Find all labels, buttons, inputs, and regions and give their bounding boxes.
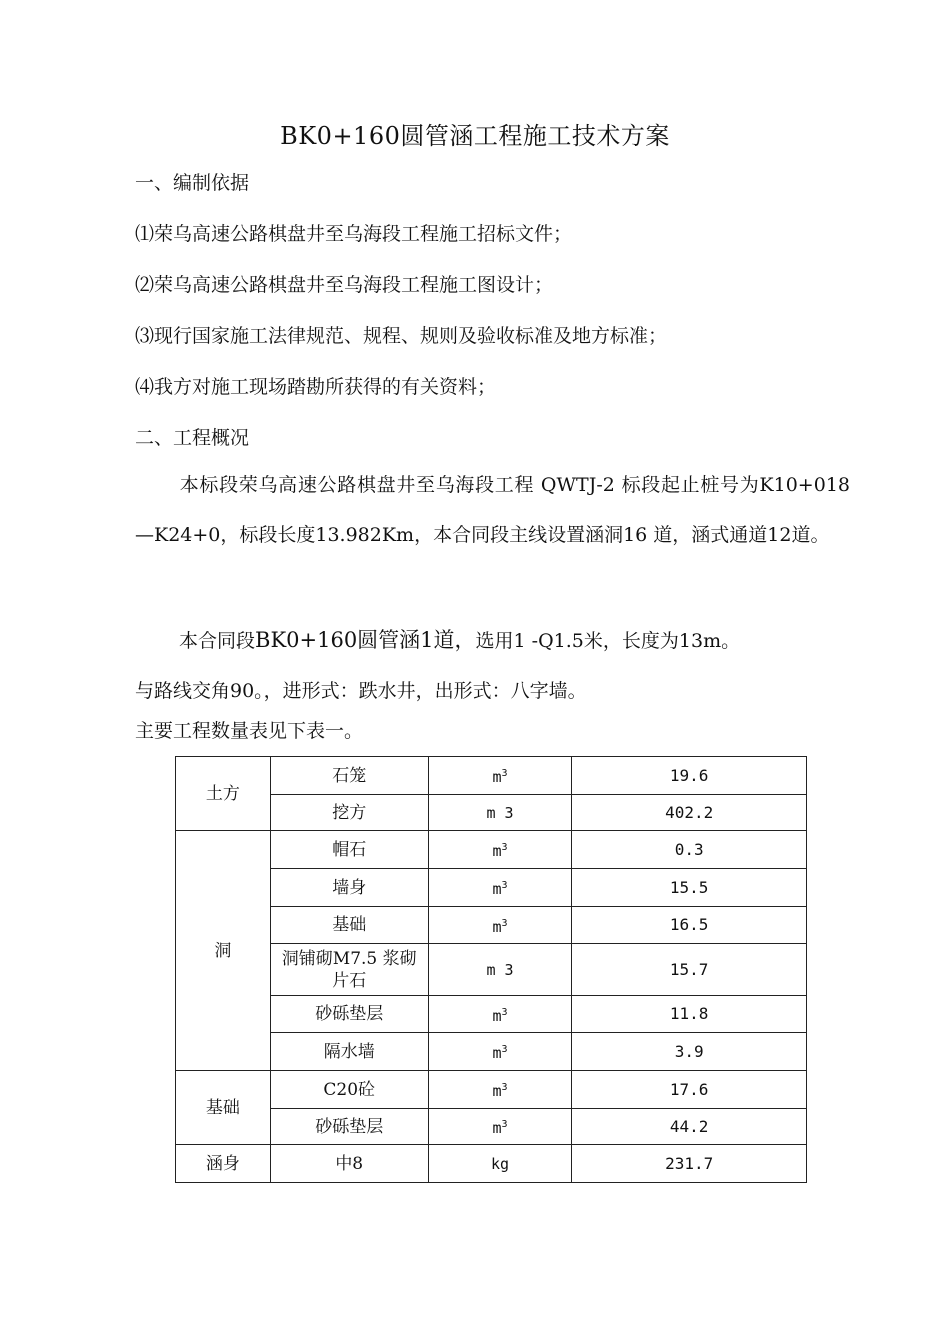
unit-text: m [492,1082,502,1100]
unit-text: m 3 [486,803,514,822]
table-row [176,944,807,996]
unit-text: m [492,1006,502,1025]
value-cell: 16.5 [572,907,807,944]
table-row [176,1145,807,1183]
basis-item-3: ⑶现行国家施工法律规范、规程、规则及验收标准及地方标准； [135,325,668,347]
value-cell: 231.7 [572,1145,807,1183]
value-cell: 19.6 [572,757,807,795]
table-row [176,907,807,944]
section-heading-basis: 一、编制依据 [135,172,250,194]
table-row [176,757,807,795]
item-cell: 帽石 [270,831,428,869]
value-cell: 402.2 [572,795,807,831]
value-cell: 11.8 [572,996,807,1033]
group-foundation: 基础 [176,1071,271,1145]
unit-text: m [492,768,502,786]
table-row [176,996,807,1033]
unit-text: m 3 [486,960,514,979]
item-cell: 挖方 [270,795,428,831]
value-cell: 0.3 [572,831,807,869]
item-cell: 石笼 [270,757,428,795]
unit-cell [428,831,572,869]
item-cell: 隔水墙 [270,1033,428,1071]
unit-cell [428,757,572,795]
value-cell: 17.6 [572,1071,807,1109]
document-title: BK0+160圆管涵工程施工技术方案 [280,122,670,150]
unit-text: m [492,1119,502,1137]
overview-paragraph [135,460,850,560]
table-row [176,1071,807,1109]
unit-cell [428,996,572,1033]
value-cell: 15.5 [572,869,807,907]
item-cell: 砂砾垫层 [270,1109,428,1145]
unit-cell [428,1109,572,1145]
group-body: 涵身 [176,1145,271,1183]
item-cell: 砂砾垫层 [270,996,428,1033]
item-cell: 中8 [270,1145,428,1183]
group-earth: 土方 [176,757,271,831]
unit-exponent: 3 [501,880,508,891]
unit-exponent: 3 [501,1119,508,1130]
unit-exponent: 3 [501,1082,508,1093]
unit-cell [428,907,572,944]
table-row [176,1109,807,1145]
table-row [176,1033,807,1071]
unit-cell [428,1033,572,1071]
overview-paragraph-text: 本标段荣乌高速公路棋盘井至乌海段工程 QWTJ-2 标段起止桩号为K10+018 —K24+0，标段长度13.982Km，本合同段主线设置涵洞16 道，涵式通道12道。 [135,474,850,546]
value-cell: 3.9 [572,1033,807,1071]
unit-cell [428,795,572,831]
unit-exponent: 3 [501,1006,508,1018]
overview-line-angle: 与路线交角90。，进形式：跌水井，出形式：八字墙。 [135,680,587,702]
unit-cell [428,1145,572,1183]
overview-lead: 本合同段 [179,630,256,652]
overview-spec: 选用1 -Q1.5米，长度为13m。 [475,630,741,652]
basis-item-1: ⑴荣乌高速公路棋盘井至乌海段工程施工招标文件； [135,223,573,245]
group-culvert: 洞 [176,831,271,1071]
unit-text: m [492,842,502,860]
unit-cell [428,869,572,907]
table-row [176,831,807,869]
item-cell: 墙身 [270,869,428,907]
unit-cell [428,944,572,996]
section-heading-overview: 二、工程概况 [135,427,250,449]
table-row [176,869,807,907]
unit-exponent: 3 [501,768,508,779]
item-cell: 基础 [270,907,428,944]
item-cell: C20砼 [270,1071,428,1109]
overview-culvert-name: BK0+160圆管涵1道， [255,628,476,652]
value-cell: 44.2 [572,1109,807,1145]
unit-text: m [492,917,502,936]
unit-cell [428,1071,572,1109]
quantity-table [175,756,807,1183]
value-cell: 15.7 [572,944,807,996]
unit-exponent: 3 [501,842,508,853]
unit-exponent: 3 [501,917,508,929]
item-cell: 洞铺砌M7.5 浆砌片石 [270,944,428,996]
overview-line-culvert [179,624,740,654]
unit-exponent: 3 [501,1044,508,1055]
table-row [176,795,807,831]
basis-item-2: ⑵荣乌高速公路棋盘井至乌海段工程施工图设计； [135,274,554,296]
overview-line-table-ref: 主要工程数量表见下表一。 [135,720,364,742]
unit-text: kg [490,1154,510,1173]
unit-text: m [492,1044,502,1062]
basis-item-4: ⑷我方对施工现场踏勘所获得的有关资料； [135,376,497,398]
unit-text: m [492,880,502,898]
